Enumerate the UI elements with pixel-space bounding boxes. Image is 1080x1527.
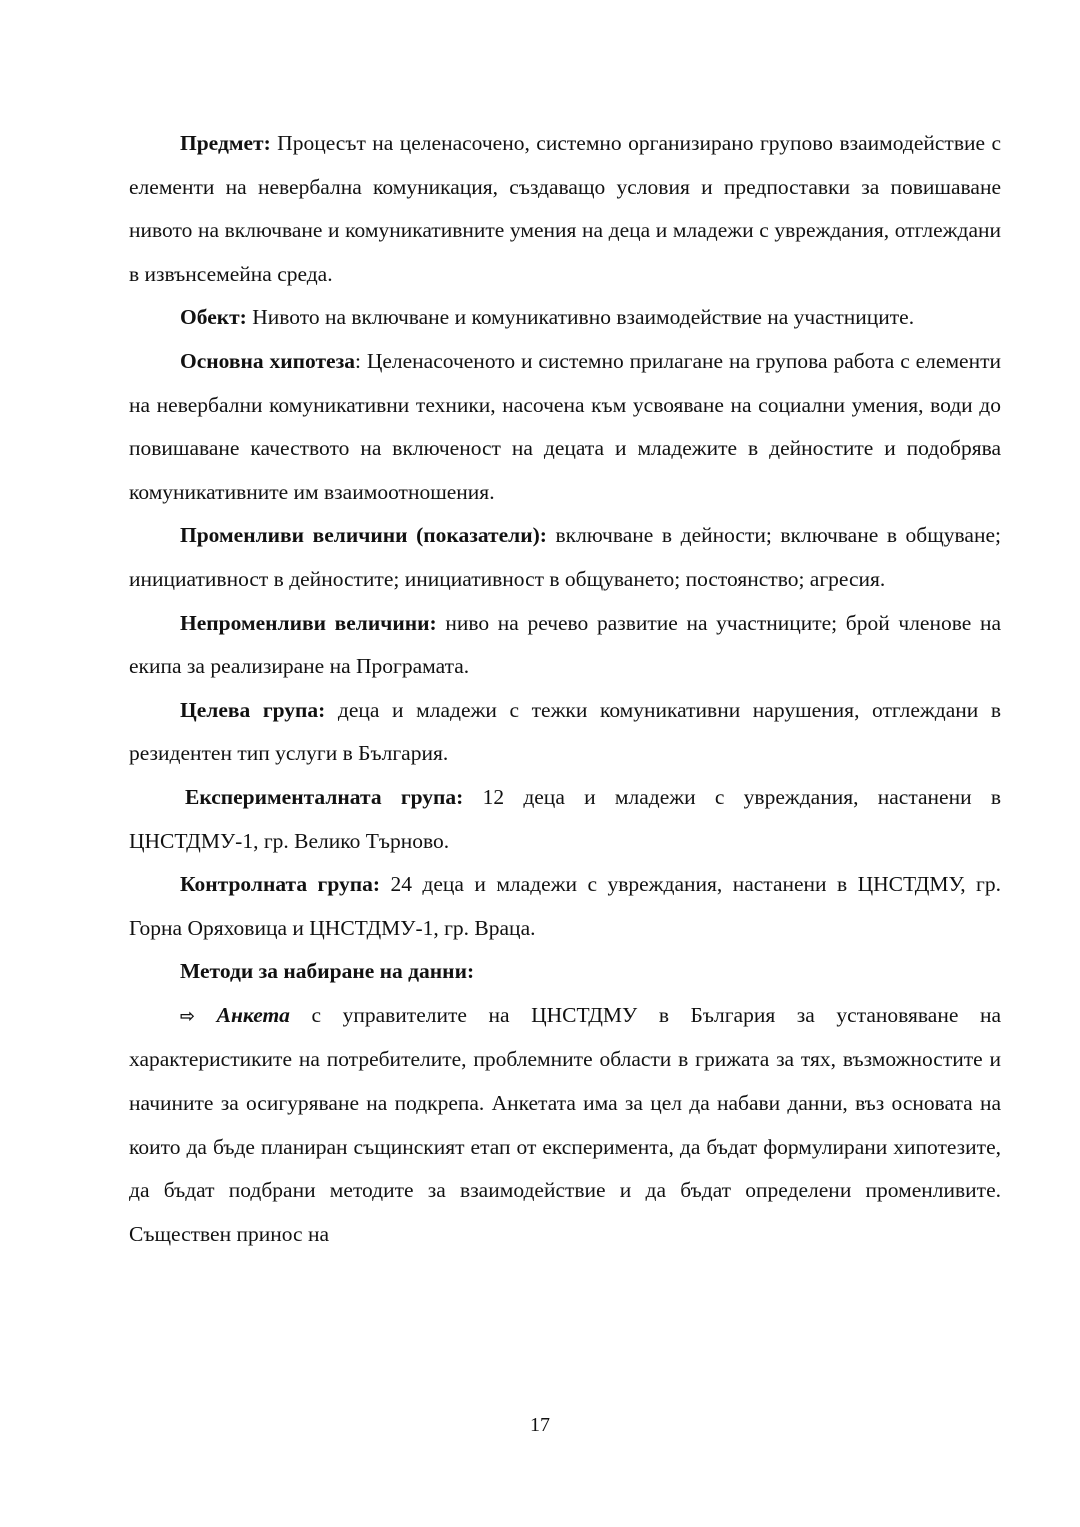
hypothesis-paragraph — [129, 340, 1001, 514]
page-number: 17 — [530, 1414, 550, 1436]
control-group-text: 24 деца и младежи с увреждания, настанени в ЦНСТДМУ, гр. Горна Оряховица и ЦНСТДМУ-1, гр. Враца. — [129, 872, 1001, 940]
variables-paragraph — [129, 514, 1001, 601]
variables-text: включване в дейности; включване в общуване; инициативност в дейностите; инициативност в общуването; постоянство; агресия. — [129, 523, 1001, 591]
survey-text: с управителите на ЦНСТДМУ в България за установяване на характеристиките на потребителите, проблемните области в грижата за тях, възможностите и начините за осигуряване на подкрепа. Анкетата има за цел да набави данни, въз основата на които да бъде планиран същинският етап от експеримента, да бъдат формулирани хипотезите, да бъдат подбрани методите за взаимодействие и да бъдат определени променливите. Съществен принос на — [129, 1002, 1001, 1246]
methods-heading-text: Методи за набиране на данни: — [180, 959, 475, 984]
object-paragraph — [129, 296, 1001, 340]
object-text: Нивото на включване и комуникативно взаимодействие на участниците. — [246, 305, 915, 330]
right-arrow-icon: ⇨ — [180, 1005, 196, 1027]
constants-text: ниво на речево развитие на участниците; брой членове на екипа за реализиране на Програмата. — [129, 610, 1001, 679]
target-group-paragraph — [129, 689, 1001, 776]
subject-text: Процесът на целенасочено, системно организирано групово взаимодействие с елементи на невербална комуникация, създаващо условия и предпоставки за повишаване нивото на включване и комуникативните умения на деца и младежи с увреждания, отглеждани в извънсемейна среда. — [129, 131, 1001, 286]
survey-label: Анкета — [216, 1002, 290, 1027]
target-group-label: Целева група: — [180, 697, 326, 722]
experimental-group-paragraph — [129, 776, 1001, 863]
constants-paragraph — [129, 602, 1001, 689]
variables-label: Променливи величини (показатели): — [180, 523, 547, 548]
experimental-group-text: 12 деца и младежи с увреждания, настанени в ЦНСТДМУ-1, гр. Велико Търново. — [129, 784, 1001, 853]
page-body — [129, 122, 1001, 1256]
constants-label: Непроменливи величини: — [180, 610, 437, 635]
methods-heading — [129, 950, 1001, 994]
hypothesis-label: Основна хипотеза — [180, 348, 355, 373]
subject-label: Предмет: — [180, 131, 271, 155]
survey-paragraph — [129, 994, 1001, 1257]
experimental-group-label: Експерименталната група: — [185, 784, 464, 809]
hypothesis-text: : Целенасоченото и системно прилагане на групова работа с елементи на невербални комуникативни техники, насочена към усвояване на социални умения, води до повишаване качеството на включеност на децата и младежите в дейностите и подобрява комуникативните им взаимоотношения. — [129, 348, 1001, 504]
control-group-label: Контролната група: — [180, 872, 381, 897]
target-group-text: деца и младежи с тежки комуникативни нарушения, отглеждани в резидентен тип услуги в България. — [129, 697, 1002, 766]
control-group-paragraph — [129, 863, 1001, 950]
subject-paragraph — [129, 122, 1001, 296]
object-label: Обект: — [180, 305, 247, 330]
